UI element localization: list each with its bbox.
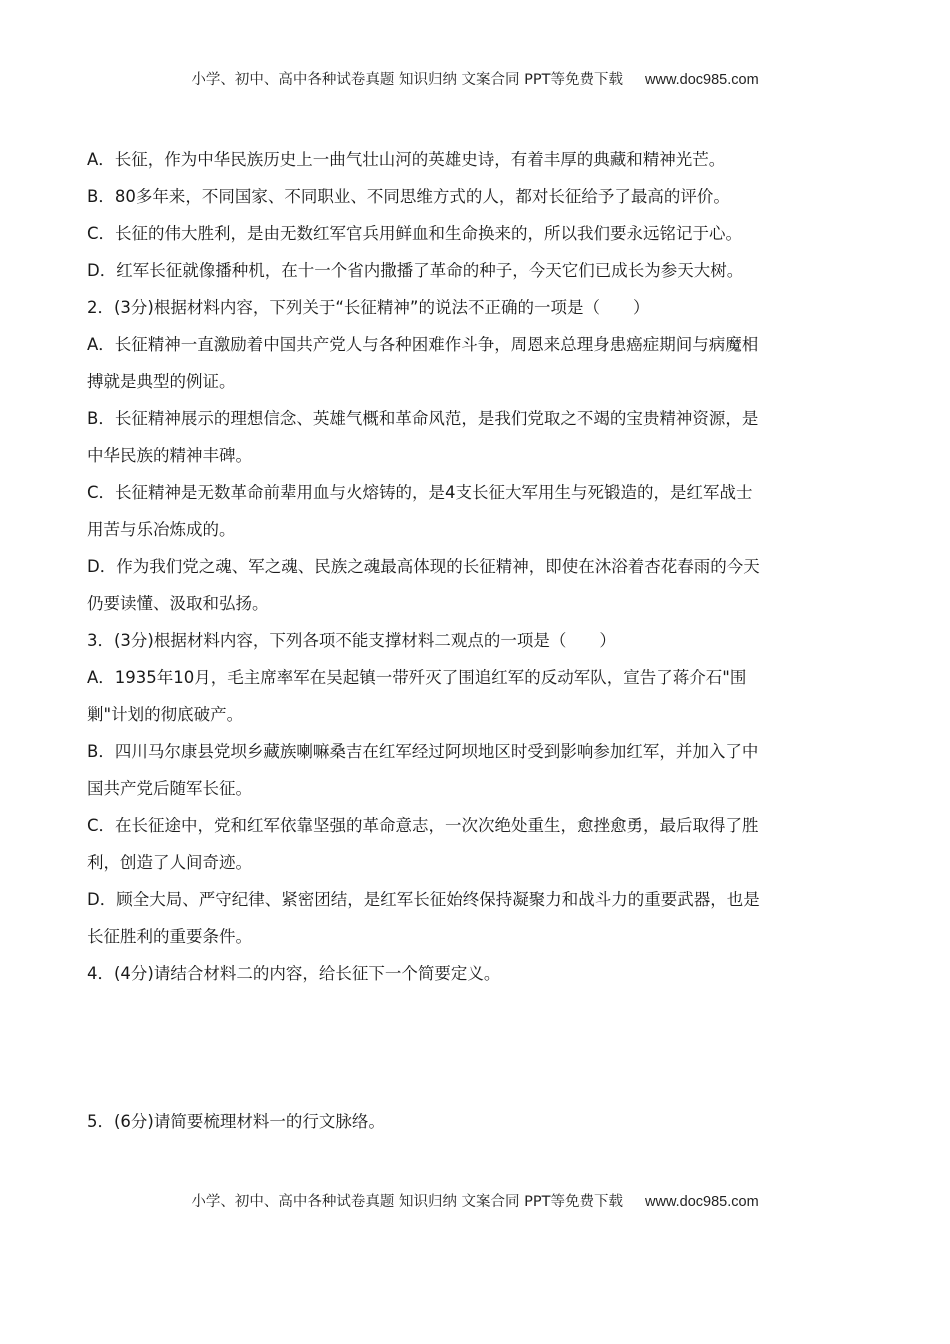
question-1-options — [87, 141, 865, 289]
q2-option-b-line2: 中华民族的精神丰碑。 — [87, 446, 252, 465]
footer-url: www.doc985.com — [645, 1194, 759, 1210]
q1-option-a: A．长征，作为中华民族历史上一曲气壮山河的英雄史诗，有着丰厚的典藏和精神光芒。 — [87, 150, 726, 169]
q2-option-c-line2: 用苦与乐冶炼成的。 — [87, 520, 236, 539]
q3-option-d-line2: 长征胜利的重要条件。 — [87, 927, 252, 946]
header-text: 小学、初中、高中各种试卷真题 知识归纳 文案合同 PPT等免费下载 — [191, 72, 624, 88]
question-5 — [87, 1103, 865, 1140]
q1-option-d: D．红军长征就像播种机，在十一个省内撒播了革命的种子，今天它们已成长为参天大树。 — [87, 261, 744, 280]
page-footer — [0, 1190, 950, 1211]
q3-option-b-line1: B．四川马尔康县党坝乡藏族喇嘛桑吉在红军经过阿坝地区时受到影响参加红军，并加入了中 — [87, 742, 759, 761]
header-url: www.doc985.com — [645, 72, 759, 88]
q1-option-c: C．长征的伟大胜利，是由无数红军官兵用鲜血和生命换来的，所以我们要永远铭记于心。 — [87, 224, 743, 243]
question-4 — [87, 955, 865, 1103]
q5-stem: 5．(6分)请简要梳理材料一的行文脉络。 — [87, 1112, 385, 1131]
q2-option-d-line1: D．作为我们党之魂、军之魂、民族之魂最高体现的长征精神，即使在沐浴着杏花春雨的今天 — [87, 557, 760, 576]
q3-option-d-line1: D．顾全大局、严守纪律、紧密团结，是红军长征始终保持凝聚力和战斗力的重要武器，也是 — [87, 890, 760, 909]
question-2 — [87, 289, 865, 622]
page-header — [0, 68, 950, 89]
q2-stem: 2．(3分)根据材料内容，下列关于“长征精神”的说法不正确的一项是（ ） — [87, 298, 650, 317]
q4-answer-space — [87, 992, 865, 1103]
q2-option-b-line1: B．长征精神展示的理想信念、英雄气概和革命风范，是我们党取之不竭的宝贵精神资源，是 — [87, 409, 759, 428]
question-3 — [87, 622, 865, 955]
q2-option-a-line1: A．长征精神一直激励着中国共产党人与各种困难作斗争，周恩来总理身患癌症期间与病魔相 — [87, 335, 759, 354]
q3-option-a-line1: A．1935年10月，毛主席率军在吴起镇一带歼灭了围追红军的反动军队，宣告了蒋介石"围 — [87, 668, 747, 687]
q3-option-b-line2: 国共产党后随军长征。 — [87, 779, 252, 798]
exam-content — [87, 141, 865, 1140]
q3-option-c-line2: 利，创造了人间奇迹。 — [87, 853, 252, 872]
q4-stem: 4．(4分)请结合材料二的内容，给长征下一个简要定义。 — [87, 964, 501, 983]
q3-option-c-line1: C．在长征途中，党和红军依靠坚强的革命意志，一次次绝处重生，愈挫愈勇，最后取得了胜 — [87, 816, 759, 835]
q2-option-d-line2: 仍要读懂、汲取和弘扬。 — [87, 594, 269, 613]
q2-option-a-line2: 搏就是典型的例证。 — [87, 372, 236, 391]
q2-option-c-line1: C．长征精神是无数革命前辈用血与火熔铸的，是4支长征大军用生与死锻造的，是红军战士 — [87, 483, 753, 502]
q3-stem: 3．(3分)根据材料内容，下列各项不能支撑材料二观点的一项是（ ） — [87, 631, 616, 650]
q3-option-a-line2: 剿"计划的彻底破产。 — [87, 705, 244, 724]
footer-text: 小学、初中、高中各种试卷真题 知识归纳 文案合同 PPT等免费下载 — [191, 1194, 624, 1210]
q1-option-b: B．80多年来，不同国家、不同职业、不同思维方式的人，都对长征给予了最高的评价。 — [87, 187, 730, 206]
